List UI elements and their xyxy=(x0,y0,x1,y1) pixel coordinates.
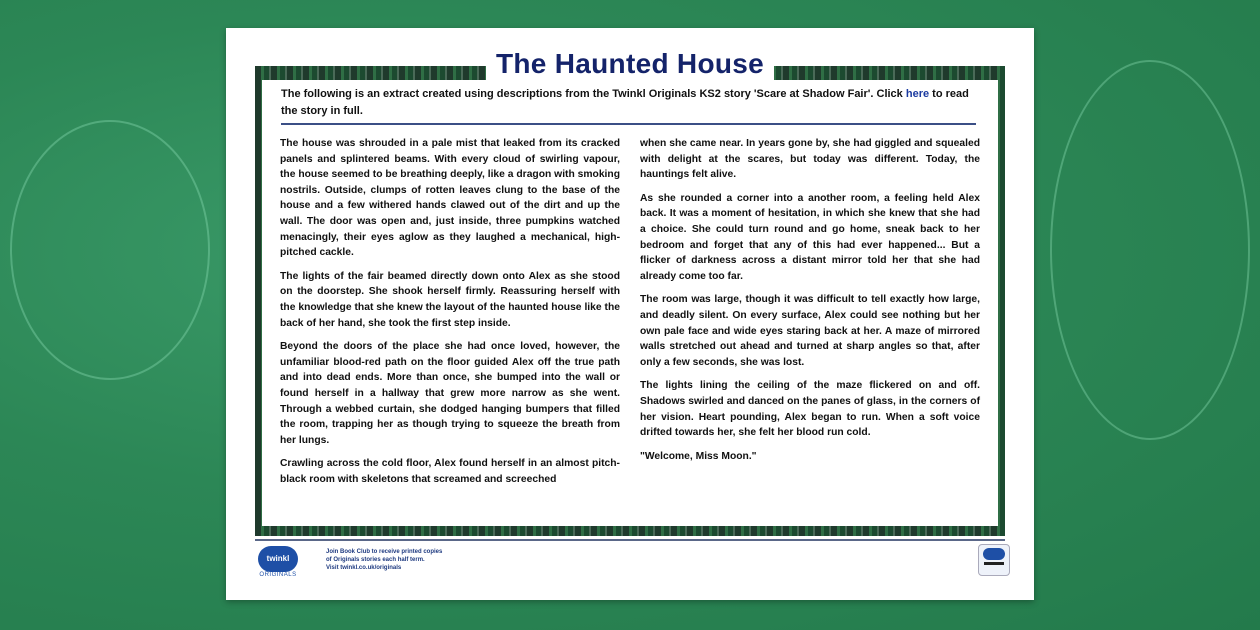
twinkl-originals-logo xyxy=(256,546,300,578)
intro-part: The following is an extract created using descriptions from the Twinkl Originals KS2 story 'Scare at Shadow Fair'. Click xyxy=(281,88,906,100)
left-column xyxy=(280,136,620,495)
document-preview xyxy=(226,28,1034,600)
intro-text xyxy=(281,86,981,120)
paragraph: "Welcome, Miss Moon." xyxy=(640,450,757,462)
footer-divider xyxy=(255,539,1005,541)
background-decoration xyxy=(10,120,210,380)
footer-text xyxy=(326,548,442,572)
logo-cloud: twinkl xyxy=(258,546,298,572)
twinkl-badge-icon xyxy=(978,544,1010,576)
footer-line: Join Book Club to receive printed copies xyxy=(326,549,443,555)
paragraph: As she rounded a corner into a another room, a feeling held Alex back. It was a moment of hesitation, in which she knew that she had a choice. She could turn round and go home, sneak back to her bedroom and forget that any of this had ever happened... But a flicker of darkness across a distant mirror told her that she had already come too far. xyxy=(640,192,980,282)
paragraph: The lights lining the ceiling of the maze flickered on and off. Shadows swirled and danced on the panes of glass, in the corners of her vision. Heart pounding, Alex began to run. When a soft voice drifted towards her, she felt her blood run cold. xyxy=(640,380,980,439)
divider xyxy=(281,123,976,125)
background-decoration xyxy=(1050,60,1250,440)
footer-line: of Originals stories each half term. xyxy=(326,557,425,563)
paragraph: The house was shrouded in a pale mist that leaked from its cracked panels and splintered beams. With every cloud of swirling vapour, the house seemed to be breathing deeply, like a dragon with smoking nostrils. Outside, clumps of rotten leaves clung to the base of the house and a few withered hands clawed out of the dirt and up the wall. The door was open and, just inside, three pumpkins watched menacingly, their eyes aglow as they laughed a mechanical, high-pitched cackle. xyxy=(280,138,620,259)
paragraph: when she came near. In years gone by, she had giggled and squealed with delight at the scares, but today was different. Today, the hauntings felt alive. xyxy=(640,138,980,181)
paragraph: Beyond the doors of the place she had once loved, however, the unfamiliar blood-red path on the floor guided Alex off the true path and into dead ends. More than once, she bumped into the wall or found herself in a hallway that grew more narrow as she went. Through a webbed curtain, she dodged hanging bumpers that filled the room, trapping her as though trying to squeeze the breath from her lungs. xyxy=(280,341,620,446)
intro-part: to read the story in full. xyxy=(281,88,969,117)
paragraph: The room was large, though it was difficult to tell exactly how large, and deadly silent. On every surface, Alex could see nothing but her own pale face and wide eyes staring back at her. A maze of mirrored walls stretched out ahead and turned at sharp angles so that, after only a few seconds, she was lost. xyxy=(640,294,980,368)
paragraph: Crawling across the cold floor, Alex found herself in an almost pitch-black room with skeletons that screamed and screeched xyxy=(280,458,620,485)
right-column xyxy=(640,136,980,472)
paragraph: The lights of the fair beamed directly down onto Alex as she stood on the doorstep. She shook herself firmly. Reassuring herself with the knowledge that she knew the layout of the haunted house like the back of her hand, she took the first step inside. xyxy=(280,270,620,329)
logo-subtitle: ORIGINALS xyxy=(259,572,297,578)
story-link[interactable]: here xyxy=(905,88,930,100)
footer-line: Visit twinkl.co.uk/originals xyxy=(326,565,402,571)
page-title: The Haunted House xyxy=(486,48,774,80)
